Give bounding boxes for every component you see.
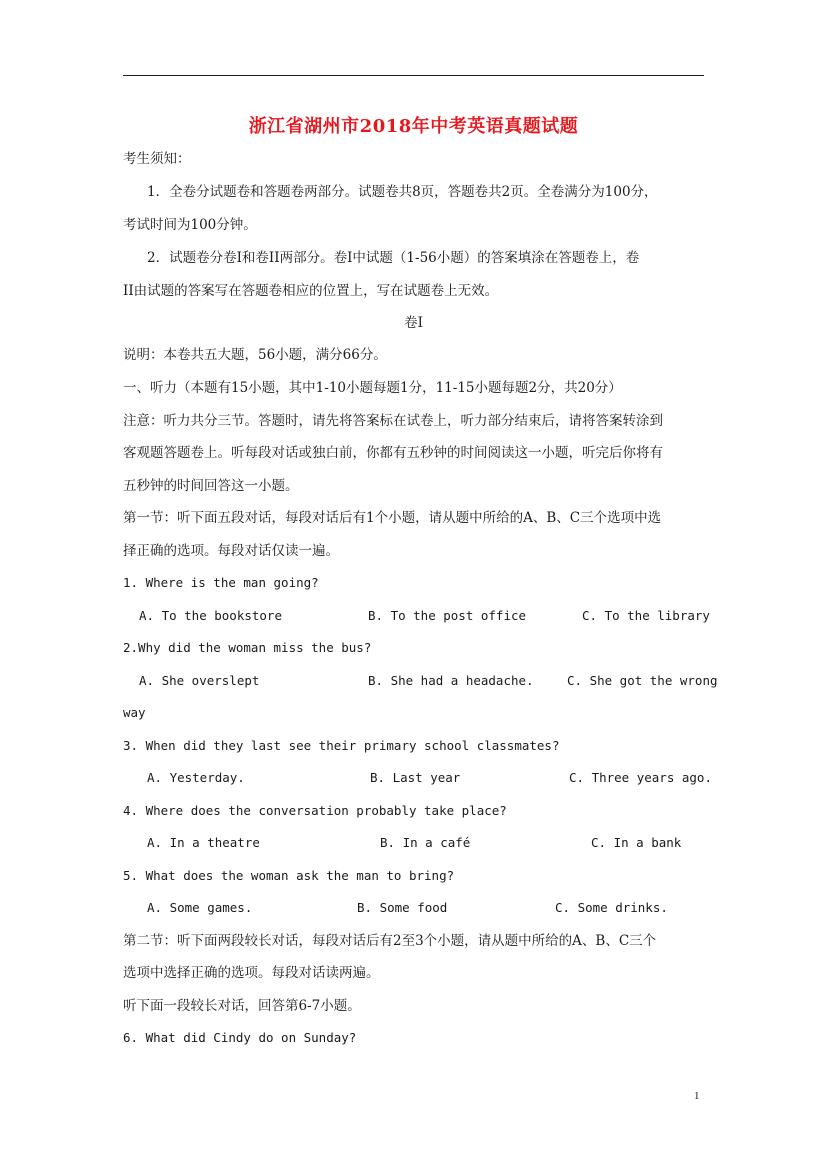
explain-text: 说明：本卷共五大题，56小题，满分66分。 [123,347,387,363]
q5-option-c: C. Some drinks. [555,900,668,915]
q2-option-b: B. She had a headache. [368,673,534,688]
part2-line-2: 选项中选择正确的选项。每段对话读两遍。 [123,965,380,981]
header-rule [123,75,704,76]
q5-option-a: A. Some games. [147,900,253,915]
q1-option-a: A. To the bookstore [139,608,282,623]
question-1: 1. Where is the man going? [123,575,319,590]
question-3: 3. When did they last see their primary school classmates? [123,738,560,753]
notice-1-line-2: 考试时间为100分钟。 [123,217,257,233]
notice-heading: 考生须知： [123,151,191,167]
part1-line-2: 择正确的选项。每段对话仅读一遍。 [123,543,339,559]
q2-option-c-continued: way [123,705,146,720]
q5-option-b: B. Some food [357,900,448,915]
question-6: 6. What did Cindy do on Sunday? [123,1030,357,1045]
note-line-3: 五秒钟的时间回答这一小题。 [123,478,299,494]
q3-option-c: C. Three years ago. [569,770,712,785]
q4-option-b: B. In a café [380,835,471,850]
q4-option-c: C. In a bank [591,835,682,850]
q3-option-b: B. Last year [370,770,461,785]
note-line-2: 客观题答题卷上。听每段对话或独白前，你都有五秒钟的时间阅读这一小题，听完后你将有 [123,445,663,461]
page-title: 浙江省湖州市2018年中考英语真题试题 [248,116,579,137]
dialog-intro: 听下面一段较长对话，回答第6-7小题。 [123,998,361,1014]
question-2: 2.Why did the woman miss the bus? [123,640,372,655]
question-5: 5. What does the woman ask the man to bring? [123,868,455,883]
page-number: 1 [694,1090,700,1102]
notice-1-line-1: 1．全卷分试题卷和答题卷两部分。试题卷共8页，答题卷共2页。全卷满分为100分， [147,184,658,200]
part2-line-1: 第二节：听下面两段较长对话，每段对话后有2至3个小题，请从题中所给的A、B、C三个 [123,933,657,949]
note-line-1: 注意：听力共分三节。答题时，请先将答案标在试卷上，听力部分结束后，请将答案转涂到 [123,413,663,429]
q1-option-b: B. To the post office [368,608,527,623]
part1-line-1: 第一节：听下面五段对话，每段对话后有1个小题，请从题中所给的A、B、C三个选项中选 [123,510,662,526]
q2-option-a: A. She overslept [139,673,260,688]
q3-option-a: A. Yesterday. [147,770,245,785]
q2-option-c: C. She got the wrong [567,673,718,688]
section-title: 卷I [404,315,423,331]
notice-2-line-1: 2．试题卷分卷I和卷II两部分。卷I中试题（1-56小题）的答案填涂在答题卷上，卷 [147,250,640,266]
notice-2-line-2: II由试题的答案写在答题卷相应的位置上，写在试题卷上无效。 [123,283,499,299]
q1-option-c: C. To the library [582,608,710,623]
q4-option-a: A. In a theatre [147,835,260,850]
question-4: 4. Where does the conversation probably take place? [123,803,507,818]
listening-heading: 一、听力（本题有15小题，其中1-10小题每题1分，11-15小题每题2分，共20分） [123,380,622,396]
